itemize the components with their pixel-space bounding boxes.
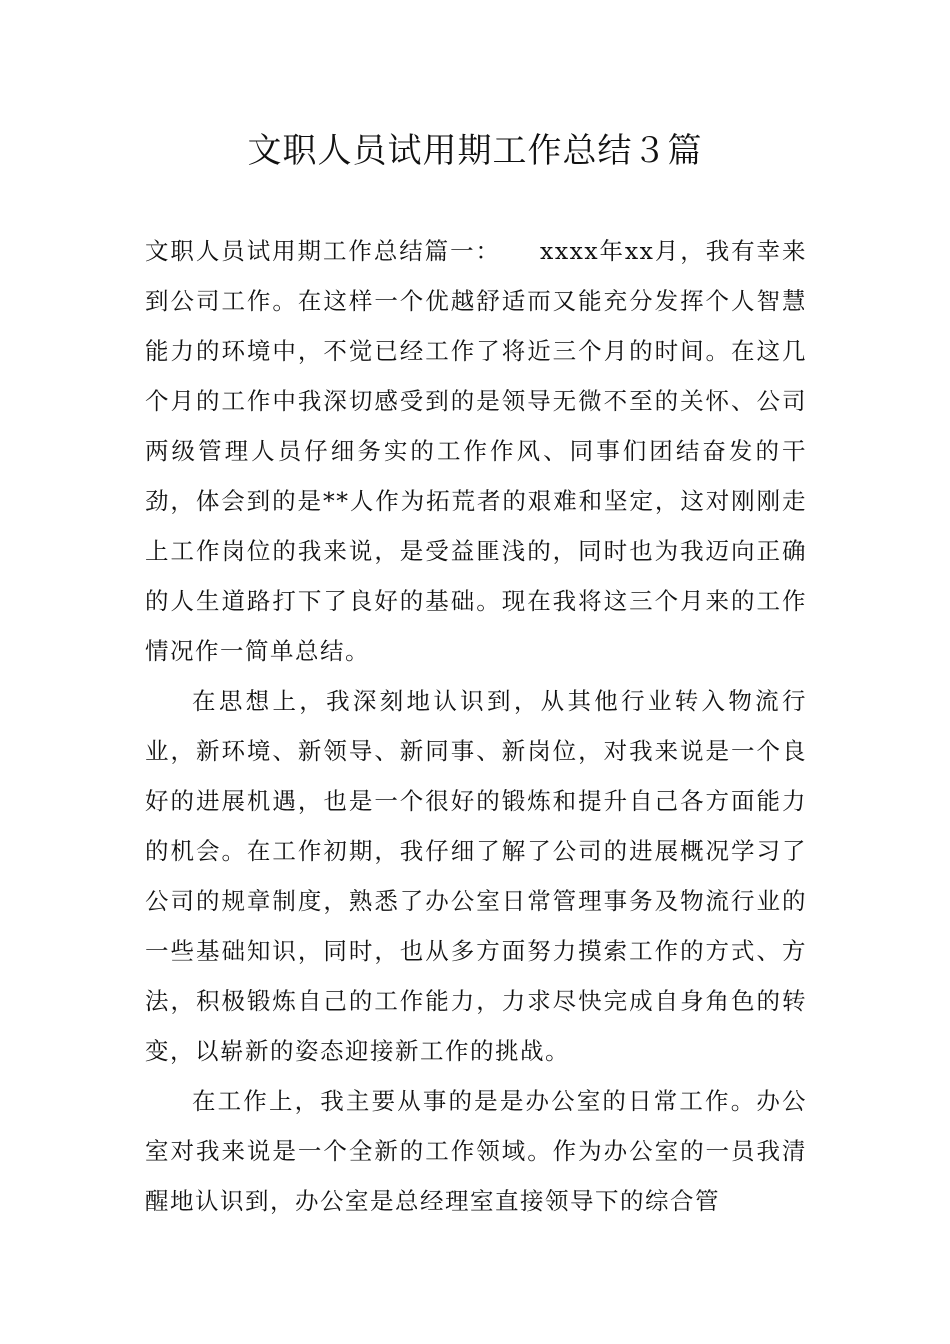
paragraph-thinking: 在思想上，我深刻地认识到，从其他行业转入物流行业，新环境、新领导、新同事、新岗位，对我来说是一个良好的进展机遇，也是一个很好的锻炼和提升自己各方面能力的机会。在工作初期，我仔细了解了公司的进展概况学习了公司的规章制度，熟悉了办公室日常管理事务及物流行业的一些基础知识，同时，也从多方面努力摸索工作的方式、方法，积极锻炼自己的工作能力，力求尽快完成自身角色的转变，以崭新的姿态迎接新工作的挑战。 — [145, 687, 807, 1065]
paragraph-intro: 文职人员试用期工作总结篇一： xxxx年xx月，我有幸来到公司工作。在这样一个优越舒适而又能充分发挥个人智慧能力的环境中，不觉已经工作了将近三个月的时间。在这几个月的工作中我深切感受到的是领导无微不至的关怀、公司两级管理人员仔细务实的工作作风、同事们团结奋发的干劲，体会到的是**人作为拓荒者的艰难和坚定，这对刚刚走上工作岗位的我来说，是受益匪浅的，同时也为我迈向正确的人生道路打下了良好的基础。现在我将这三个月来的工作情况作一简单总结。 — [145, 237, 807, 665]
paragraph-work: 在工作上，我主要从事的是是办公室的日常工作。办公室对我来说是一个全新的工作领域。作为办公室的一员我清醒地认识到，办公室是总经理室直接领导下的综合管 — [145, 1087, 807, 1215]
document-title: 文职人员试用期工作总结３篇 — [247, 131, 703, 171]
document-body — [145, 226, 807, 1226]
